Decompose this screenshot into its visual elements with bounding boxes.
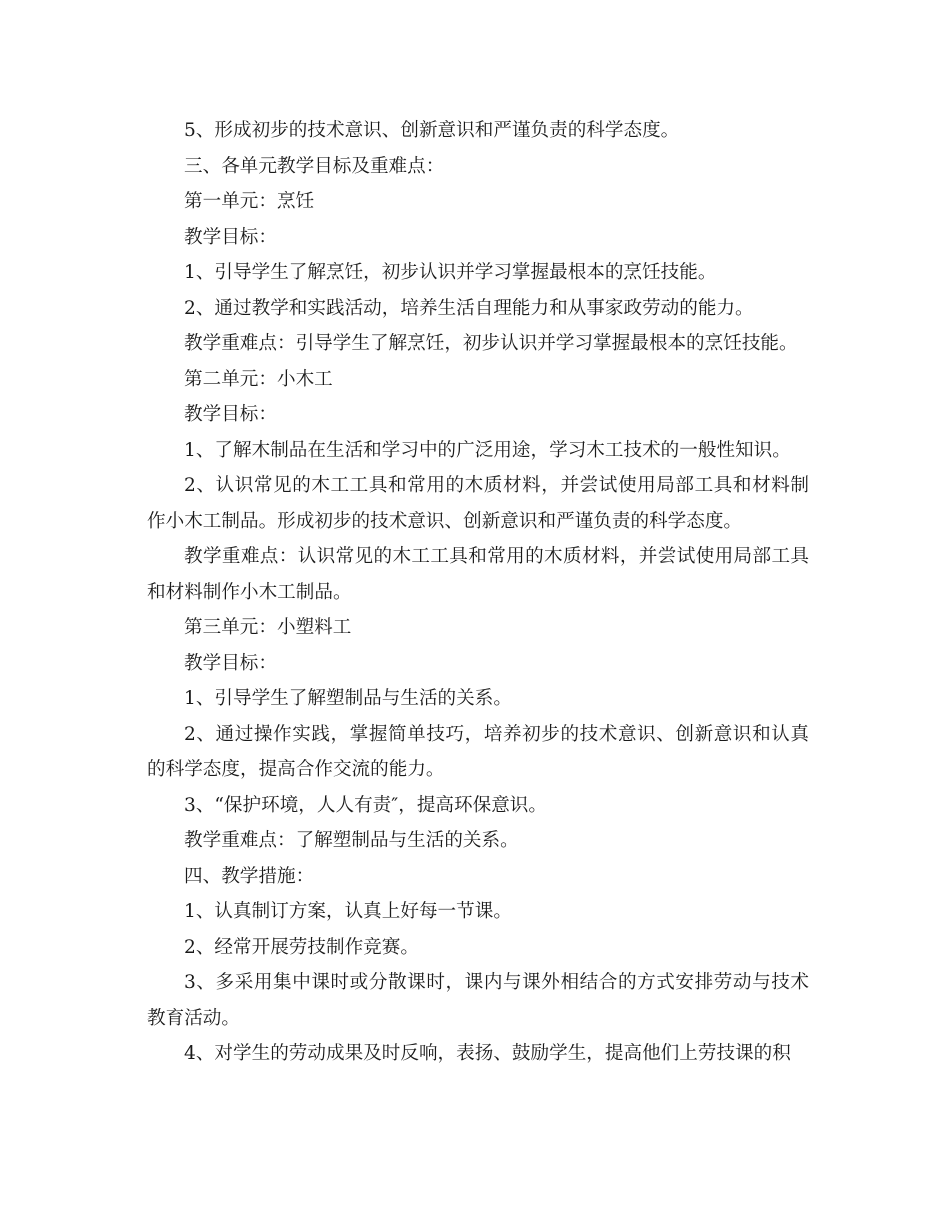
section-heading: 四、教学措施： [184,865,315,887]
paragraph: 1、引导学生了解塑制品与生活的关系。 [184,688,512,709]
paragraph: 1、引导学生了解烹饪，初步认识并学习掌握最根本的烹饪技能。 [184,262,717,283]
paragraph: 教学重难点：引导学生了解烹饪，初步认识并学习掌握最根本的烹饪技能。 [184,333,798,354]
paragraph: 1、认真制订方案，认真上好每一节课。 [184,901,512,922]
paragraph: 3、多采用集中课时或分散课时，课内与课外相结合的方式安排劳动与技术教育活动。 [147,972,809,1029]
paragraph: 4、对学生的劳动成果及时反响，表扬、鼓励学生，提高他们上劳技课的积 [184,1043,791,1064]
subheading: 教学目标： [184,404,277,425]
paragraph: 2、经常开展劳技制作竞赛。 [184,936,419,958]
paragraph: 教学重难点：认识常见的木工工具和常用的木质材料，并尝试使用局部工具和材料制作小木工制品。 [147,546,809,603]
unit-heading: 第一单元：烹饪 [184,191,315,212]
paragraph: 3、“保护环境，人人有责″，提高环保意识。 [184,794,547,816]
subheading: 教学目标： [184,226,277,248]
unit-heading: 第三单元：小塑料工 [184,617,352,638]
paragraph: 2、通过教学和实践活动，培养生活自理能力和从事家政劳动的能力。 [184,297,754,319]
paragraph: 5、形成初步的技术意识、创新意识和严谨负责的科学态度。 [184,120,680,141]
document-body [147,113,809,1072]
paragraph: 教学重难点：了解塑制品与生活的关系。 [184,830,519,851]
paragraph: 1、了解木制品在生活和学习中的广泛用途，学习木工技术的一般性知识。 [184,439,791,461]
subheading: 教学目标： [184,652,277,674]
paragraph: 2、认识常见的木工工具和常用的木质材料，并尝试使用局部工具和材料制作小木工制品。形成初步的技术意识、创新意识和严谨负责的科学态度。 [147,475,809,532]
unit-heading: 第二单元：小木工 [184,368,333,390]
paragraph: 2、通过操作实践，掌握简单技巧，培养初步的技术意识、创新意识和认真的科学态度，提高合作交流的能力。 [147,723,809,780]
section-heading: 三、各单元教学目标及重难点： [184,155,445,177]
